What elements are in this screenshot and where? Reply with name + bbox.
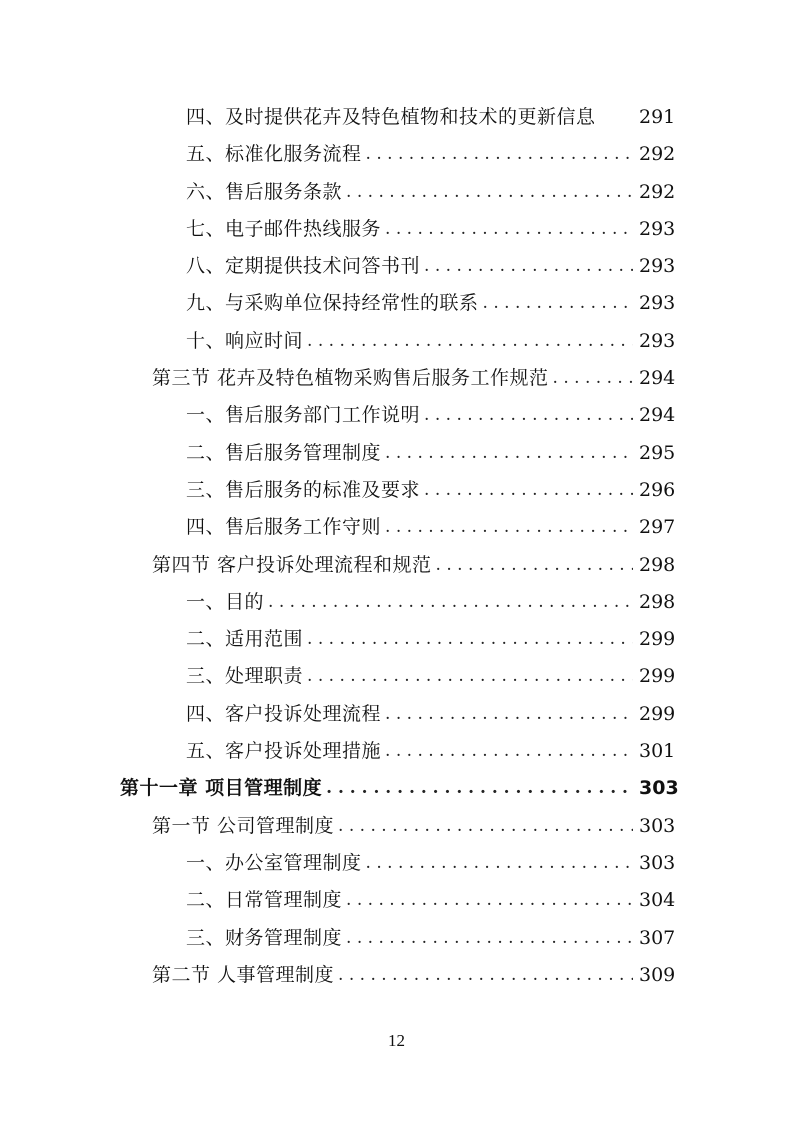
toc-entry-label: 第一节 公司管理制度 xyxy=(152,814,335,837)
toc-leader-dots xyxy=(553,360,633,397)
toc-entry-page: 303 xyxy=(639,777,679,800)
toc-entry-label: 四、客户投诉处理流程 xyxy=(186,702,382,725)
toc-leader-dots xyxy=(436,547,633,584)
toc-entry[interactable] xyxy=(0,285,793,322)
toc-entry[interactable] xyxy=(0,584,793,621)
toc-entry-page: 307 xyxy=(639,926,676,949)
toc-entry-page: 309 xyxy=(639,963,676,986)
toc-leader-dots xyxy=(424,248,633,285)
toc-leader-dots xyxy=(385,211,633,248)
toc-entry-page: 292 xyxy=(639,143,676,166)
toc-entry[interactable] xyxy=(0,547,793,584)
toc-chapter-entry[interactable] xyxy=(0,770,793,807)
toc-entry-page: 303 xyxy=(639,851,676,874)
toc-leader-dots xyxy=(338,957,633,994)
toc-entry-label: 七、电子邮件热线服务 xyxy=(186,217,382,240)
toc-entry[interactable] xyxy=(0,323,793,360)
toc-entry-page: 294 xyxy=(639,404,676,427)
toc-entry-label: 一、目的 xyxy=(186,590,265,613)
toc-entry[interactable] xyxy=(0,435,793,472)
toc-entry-page: 294 xyxy=(639,367,676,390)
toc-entry[interactable] xyxy=(0,248,793,285)
toc-entry[interactable] xyxy=(0,658,793,695)
toc-entry-label: 三、处理职责 xyxy=(186,665,304,688)
toc-entry[interactable] xyxy=(0,845,793,882)
toc-leader-dots xyxy=(366,136,633,173)
toc-leader-dots xyxy=(385,733,633,770)
toc-entry[interactable] xyxy=(0,733,793,770)
toc-entry[interactable] xyxy=(0,136,793,173)
toc-entry-label: 一、售后服务部门工作说明 xyxy=(186,404,421,427)
toc-entry[interactable] xyxy=(0,174,793,211)
toc-entry[interactable] xyxy=(0,397,793,434)
toc-entry-label: 二、日常管理制度 xyxy=(186,889,343,912)
toc-entry[interactable] xyxy=(0,696,793,733)
toc-leader-dots xyxy=(366,845,633,882)
toc-entry-page: 291 xyxy=(639,106,676,128)
toc-entry-label: 十、响应时间 xyxy=(186,329,304,352)
toc-entry[interactable] xyxy=(0,621,793,658)
toc-entry-label: 五、客户投诉处理措施 xyxy=(186,740,382,763)
toc-entry[interactable] xyxy=(0,360,793,397)
toc-entry-page: 303 xyxy=(639,814,676,837)
toc-leader-dots xyxy=(326,770,633,807)
toc-entry-label: 二、售后服务管理制度 xyxy=(186,441,382,464)
page-number: 12 xyxy=(388,1031,405,1050)
toc-leader-dots xyxy=(385,435,633,472)
toc-entry[interactable] xyxy=(0,211,793,248)
toc-entry[interactable] xyxy=(0,472,793,509)
toc-entry[interactable] xyxy=(0,957,793,994)
toc-entry[interactable] xyxy=(0,99,793,136)
toc-leader-dots xyxy=(424,472,633,509)
toc-entry-page: 292 xyxy=(639,180,676,203)
toc-entry-label: 八、定期提供技术问答书刊 xyxy=(186,255,421,278)
toc-entry-label: 一、办公室管理制度 xyxy=(186,851,362,874)
toc-entry-label: 三、售后服务的标准及要求 xyxy=(186,478,421,501)
toc-entry-label: 九、与采购单位保持经常性的联系 xyxy=(186,292,479,315)
toc-entry-label: 三、财务管理制度 xyxy=(186,926,343,949)
toc-entry-page: 304 xyxy=(639,889,676,912)
toc-entry-page: 299 xyxy=(639,628,676,651)
toc-entry-page: 293 xyxy=(639,217,676,240)
toc-entry[interactable] xyxy=(0,882,793,919)
toc-entry-label: 二、适用范围 xyxy=(186,628,304,651)
toc-entry-label: 第三节 花卉及特色植物采购售后服务工作规范 xyxy=(152,367,549,390)
toc-entry-page: 293 xyxy=(639,292,676,315)
toc-entry-label: 第二节 人事管理制度 xyxy=(152,963,335,986)
table-of-contents xyxy=(0,99,793,994)
toc-leader-dots xyxy=(346,920,633,957)
toc-entry-page: 293 xyxy=(639,255,676,278)
toc-leader-dots xyxy=(483,285,633,322)
toc-leader-dots xyxy=(338,808,633,845)
toc-entry[interactable] xyxy=(0,920,793,957)
toc-leader-dots xyxy=(346,174,633,211)
toc-entry-page: 295 xyxy=(639,441,676,464)
toc-entry-page: 297 xyxy=(639,516,676,539)
toc-entry-label: 六、售后服务条款 xyxy=(186,180,343,203)
toc-leader-dots xyxy=(307,323,633,360)
toc-entry-label: 第十一章 项目管理制度 xyxy=(120,777,323,800)
toc-leader-dots xyxy=(268,584,633,621)
toc-leader-dots xyxy=(307,621,633,658)
toc-entry-page: 298 xyxy=(639,590,676,613)
toc-leader-dots xyxy=(385,509,633,546)
toc-leader-dots xyxy=(346,882,633,919)
toc-entry-page: 293 xyxy=(639,329,676,352)
toc-entry-page: 296 xyxy=(639,478,676,501)
toc-entry-page: 301 xyxy=(639,740,676,763)
toc-entry-label: 五、标准化服务流程 xyxy=(186,143,362,166)
toc-leader-dots xyxy=(307,658,633,695)
toc-entry-label: 第四节 客户投诉处理流程和规范 xyxy=(152,553,432,576)
toc-entry[interactable] xyxy=(0,808,793,845)
toc-leader-dots xyxy=(424,397,633,434)
toc-entry-label: 四、及时提供花卉及特色植物和技术的更新信息 xyxy=(186,106,596,128)
toc-entry-page: 299 xyxy=(639,665,676,688)
toc-entry-page: 298 xyxy=(639,553,676,576)
toc-entry-label: 四、售后服务工作守则 xyxy=(186,516,382,539)
toc-entry[interactable] xyxy=(0,509,793,546)
toc-leader-dots xyxy=(385,696,633,733)
toc-entry-page: 299 xyxy=(639,702,676,725)
